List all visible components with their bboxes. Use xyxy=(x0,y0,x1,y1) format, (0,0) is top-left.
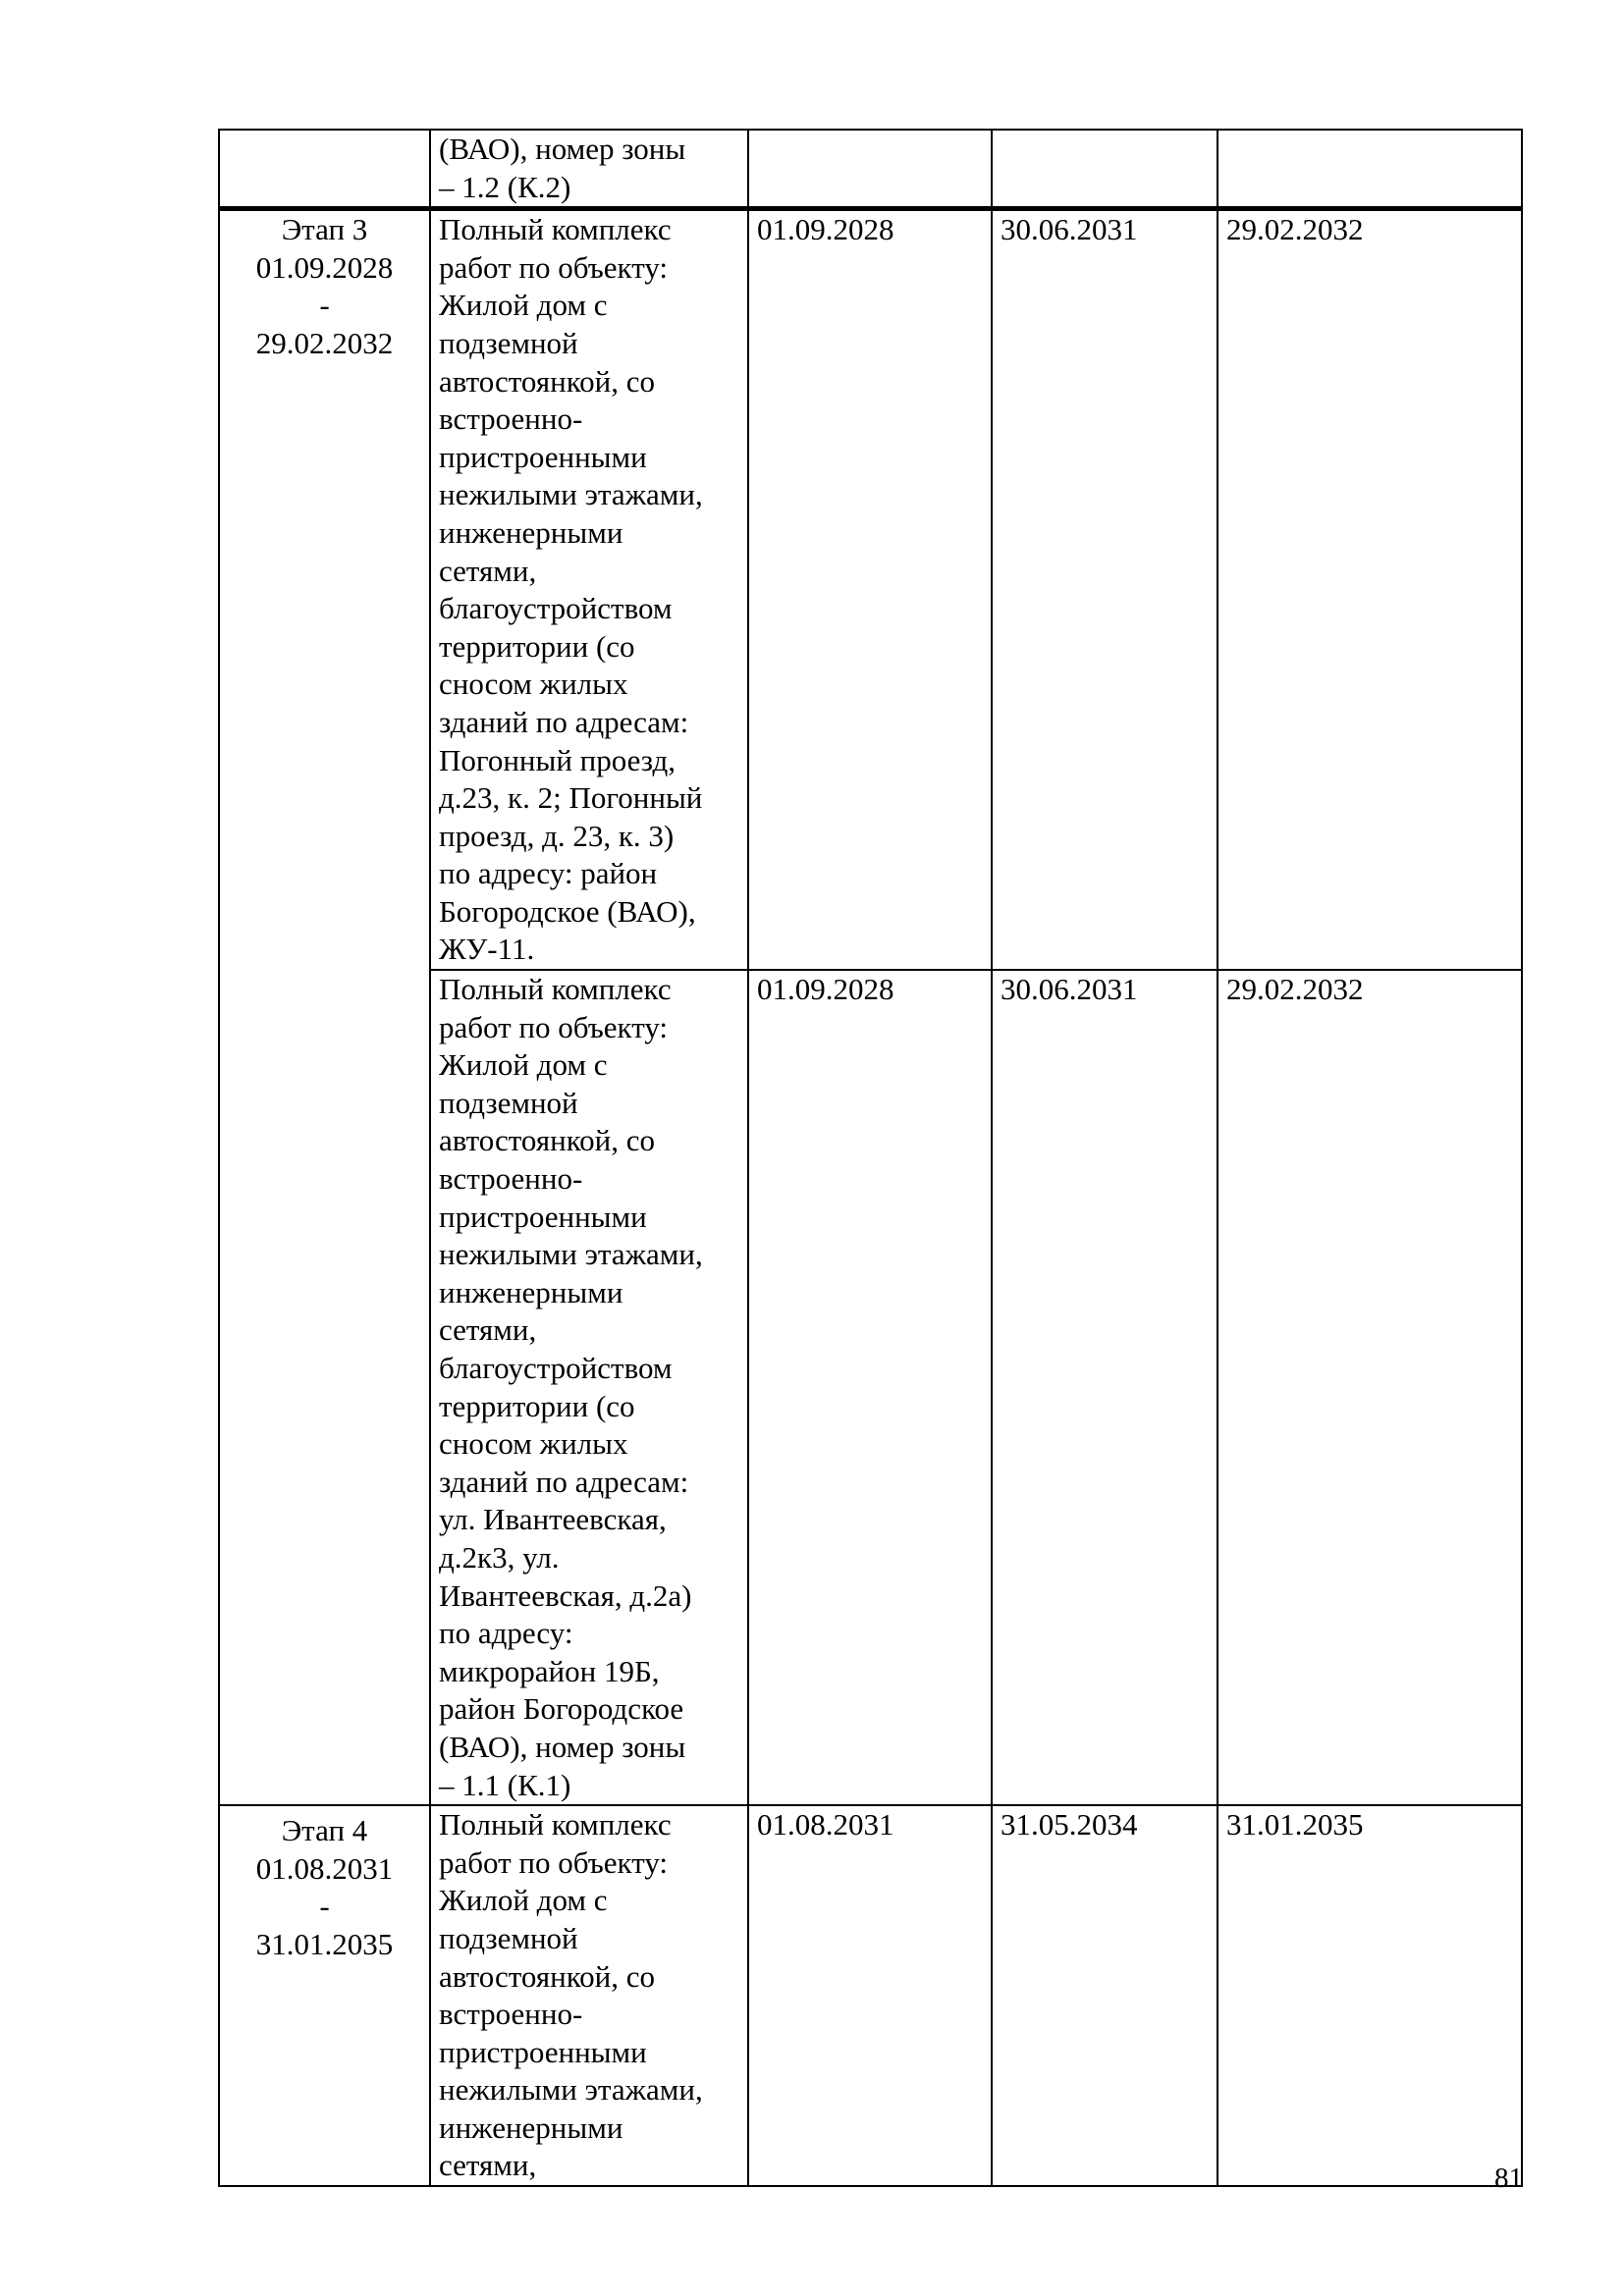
object-cell: (ВАО), номер зоны – 1.2 (К.2) xyxy=(430,130,748,209)
date-end-cell xyxy=(1218,130,1522,209)
table-row-continued xyxy=(219,130,1522,209)
date-mid-cell: 31.05.2034 xyxy=(992,1805,1218,2186)
stage-4-cell: Этап 4 01.08.2031 - 31.01.2035 xyxy=(219,1805,430,2186)
object-cell: Полный комплекс работ по объекту: Жилой дом с подземной автостоянкой, со встроенно- пристроенными нежилыми этажами, инженерными сетями, благоустройством территории (со сносом жилых зданий по адресам: ул. Ивантеевская, д.2к3, ул. Ивантеевская, д.2а) по адресу: микрорайон 19Б, район Богородское (ВАО), номер зоны – 1.1 (К.1) xyxy=(430,970,748,1805)
page-number: 81 xyxy=(1494,2163,1523,2194)
date-mid-cell: 30.06.2031 xyxy=(992,970,1218,1805)
date-end-cell: 31.01.2035 xyxy=(1218,1805,1522,2186)
date-end-cell: 29.02.2032 xyxy=(1218,209,1522,970)
schedule-table xyxy=(218,129,1523,2187)
date-end-cell: 29.02.2032 xyxy=(1218,970,1522,1805)
object-cell: Полный комплекс работ по объекту: Жилой дом с подземной автостоянкой, со встроенно- пристроенными нежилыми этажами, инженерными сетями, xyxy=(430,1805,748,2186)
stage-3-cell: Этап 3 01.09.2028 - 29.02.2032 xyxy=(219,209,430,1805)
date-mid-cell xyxy=(992,130,1218,209)
date-start-cell: 01.09.2028 xyxy=(748,209,992,970)
table-row xyxy=(219,209,1522,970)
table-row xyxy=(219,1805,1522,2186)
date-start-cell xyxy=(748,130,992,209)
object-cell: Полный комплекс работ по объекту: Жилой дом с подземной автостоянкой, со встроенно- пристроенными нежилыми этажами, инженерными сетями, благоустройством территории (со сносом жилых зданий по адресам: Погонный проезд, д.23, к. 2; Погонный проезд, д. 23, к. 3) по адресу: район Богородское (ВАО), ЖУ-11. xyxy=(430,209,748,970)
date-start-cell: 01.09.2028 xyxy=(748,970,992,1805)
stage-cell xyxy=(219,130,430,209)
date-start-cell: 01.08.2031 xyxy=(748,1805,992,2186)
date-mid-cell: 30.06.2031 xyxy=(992,209,1218,970)
